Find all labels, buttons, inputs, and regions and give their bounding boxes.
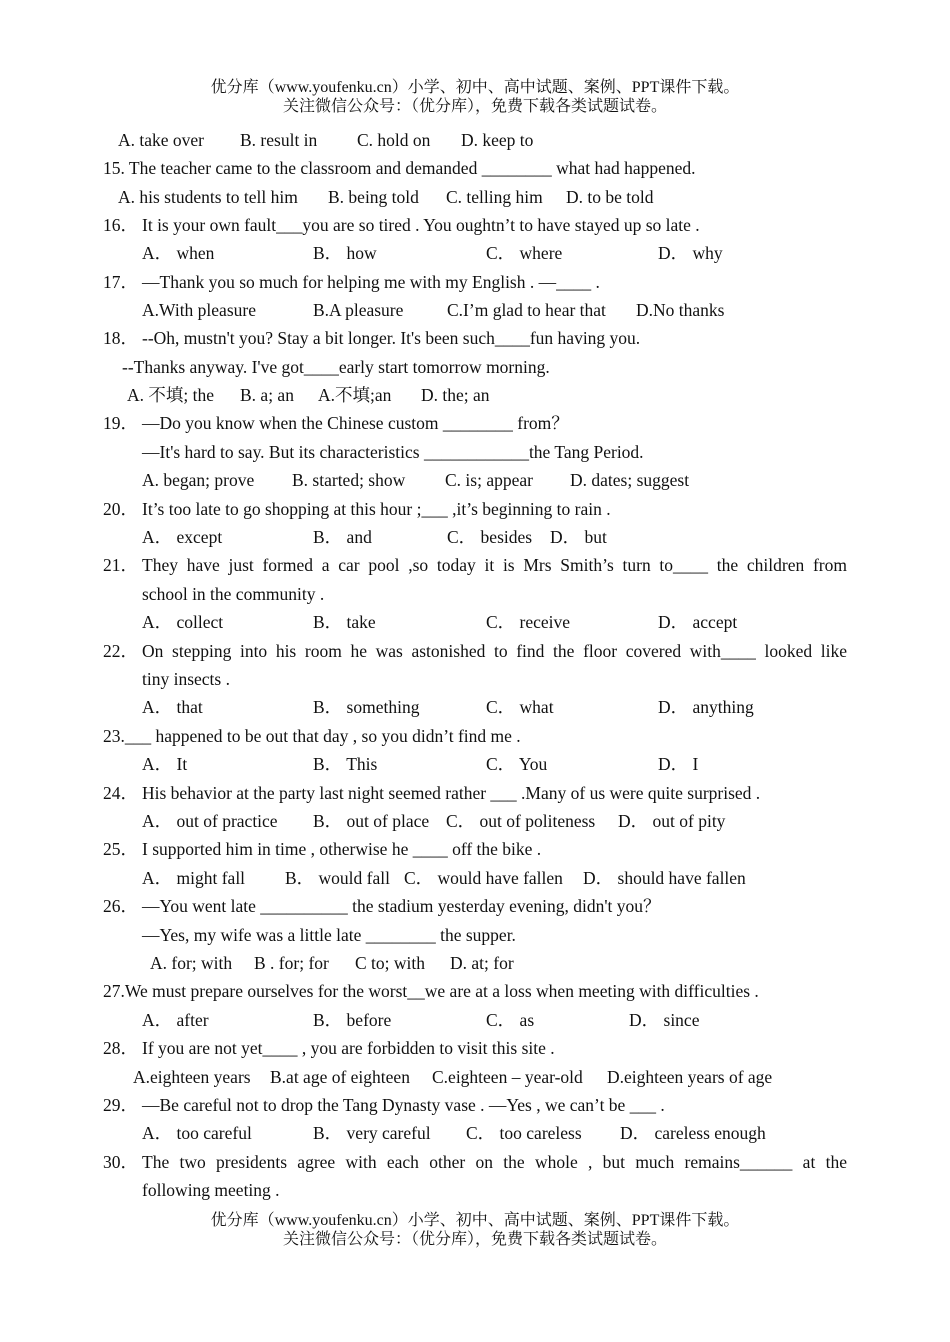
- q26-number: 26．: [103, 896, 138, 916]
- q14-option-a: A. take over: [118, 130, 205, 150]
- q26-stem-reply: —Yes, my wife was a little late ________ the supper.: [142, 925, 516, 945]
- q25-option-a: A． might fall: [142, 868, 246, 888]
- q26-option-b: B . for; for: [254, 953, 329, 973]
- q30-number: 30．: [103, 1152, 138, 1172]
- q14-option-b: B. result in: [240, 130, 318, 150]
- q20-option-c: C． besides: [447, 527, 533, 547]
- q25-option-d: D． should have fallen: [583, 868, 746, 888]
- q28-option-b: B.at age of eighteen: [270, 1067, 410, 1087]
- q17-option-a: A.With pleasure: [142, 300, 256, 320]
- q24-option-c: C． out of politeness: [446, 811, 596, 831]
- q19-number: 19．: [103, 413, 138, 433]
- q19-option-a: A. began; prove: [142, 470, 255, 490]
- q20-option-b: B． and: [313, 527, 372, 547]
- q24-stem: His behavior at the party last night seemed rather ___ .Many of us were quite surprised .: [142, 783, 761, 803]
- q28-option-a: A.eighteen years: [133, 1067, 251, 1087]
- q25-option-c: C． would have fallen: [404, 868, 563, 888]
- footer-line-2: 关注微信公众号：（优分库），免费下载各类试题试卷。: [282, 1231, 667, 1248]
- q22-stem-cont: tiny insects .: [142, 669, 230, 689]
- q16-option-b: B． how: [313, 243, 377, 263]
- q27-option-b: B． before: [313, 1010, 392, 1030]
- q17-option-c: C.I’m glad to hear that: [447, 300, 606, 320]
- q21-stem: They have just formed a car pool ,so today it is Mrs Smith’s turn to____ the children from: [142, 555, 847, 575]
- q26-stem: —You went late __________ the stadium yesterday evening, didn't you？: [142, 896, 661, 916]
- q22-option-a: A． that: [142, 697, 203, 717]
- q19-option-c: C. is; appear: [445, 470, 533, 490]
- q23-option-b: B． This: [313, 754, 378, 774]
- q22-number: 22．: [103, 641, 138, 661]
- q23-option-a: A． It: [142, 754, 188, 774]
- q29-number: 29．: [103, 1095, 138, 1115]
- q21-option-a: A． collect: [142, 612, 224, 632]
- q20-number: 20．: [103, 499, 138, 519]
- q25-option-b: B． would fall: [285, 868, 390, 888]
- q30-stem-cont: following meeting .: [142, 1180, 280, 1200]
- q18-option-a: A. 不填; the: [127, 385, 215, 405]
- q14-option-c: C. hold on: [357, 130, 431, 150]
- q20-stem: It’s too late to go shopping at this hour ;___ ,it’s beginning to rain .: [142, 499, 611, 519]
- q26-option-c: C to; with: [355, 953, 426, 973]
- page-header: [0, 78, 950, 116]
- q16-option-d: D． why: [658, 243, 723, 263]
- q23-option-c: C． You: [486, 754, 548, 774]
- q21-stem-cont: school in the community .: [142, 584, 325, 604]
- q16-number: 16．: [103, 215, 138, 235]
- q17-number: 17．: [103, 272, 138, 292]
- q19-stem-reply: —It's hard to say. But its characteristics ____________the Tang Period.: [142, 442, 644, 462]
- q28-stem: If you are not yet____ , you are forbidden to visit this site .: [142, 1038, 555, 1058]
- q21-option-b: B． take: [313, 612, 376, 632]
- q25-number: 25．: [103, 839, 138, 859]
- q16-option-a: A． when: [142, 243, 215, 263]
- page-footer: [0, 1211, 950, 1249]
- q30-stem: The two presidents agree with each other on the whole , but much remains______ at the: [142, 1152, 847, 1172]
- q22-option-d: D． anything: [658, 697, 754, 717]
- q16-option-c: C． where: [486, 243, 563, 263]
- q15-option-d: D. to be told: [566, 187, 654, 207]
- q27-option-c: C． as: [486, 1010, 535, 1030]
- q21-number: 21．: [103, 555, 138, 575]
- q21-option-c: C． receive: [486, 612, 571, 632]
- q24-number: 24．: [103, 783, 138, 803]
- q18-option-d: D. the; an: [421, 385, 490, 405]
- q24-option-a: A． out of practice: [142, 811, 278, 831]
- q17-option-d: D.No thanks: [636, 300, 725, 320]
- q15-stem: 15. The teacher came to the classroom and demanded ________ what had happened.: [103, 158, 696, 178]
- q29-option-a: A． too careful: [142, 1123, 252, 1143]
- q29-option-b: B． very careful: [313, 1123, 431, 1143]
- q15-option-c: C. telling him: [446, 187, 543, 207]
- q22-option-c: C． what: [486, 697, 554, 717]
- q17-option-b: B.A pleasure: [313, 300, 404, 320]
- q28-option-d: D.eighteen years of age: [607, 1067, 773, 1087]
- q27-stem: 27.We must prepare ourselves for the worst__we are at a loss when meeting with difficulties .: [103, 981, 759, 1001]
- q21-option-d: D． accept: [658, 612, 738, 632]
- q28-option-c: C.eighteen – year-old: [432, 1067, 583, 1087]
- q23-stem: 23.___ happened to be out that day , so you didn’t find me .: [103, 726, 521, 746]
- q25-stem: I supported him in time , otherwise he ____ off the bike .: [142, 839, 542, 859]
- q18-number: 18．: [103, 328, 138, 348]
- q22-stem: On stepping into his room he was astonished to find the floor covered with____ looked like: [142, 641, 847, 661]
- q20-option-a: A． except: [142, 527, 223, 547]
- q20-option-d: D． but: [550, 527, 607, 547]
- q18-option-b: B. a; an: [240, 385, 294, 405]
- q29-stem: —Be careful not to drop the Tang Dynasty vase . —Yes , we can’t be ___ .: [142, 1095, 665, 1115]
- header-line-1: 优分库（www.youfenku.cn）小学、初中、高中试题、案例、PPT课件下载。: [210, 79, 740, 96]
- q22-option-b: B． something: [313, 697, 420, 717]
- q24-option-d: D． out of pity: [618, 811, 726, 831]
- q19-option-b: B. started; show: [292, 470, 406, 490]
- q18-stem-reply: --Thanks anyway. I've got____early start tomorrow morning.: [122, 357, 550, 377]
- q29-option-c: C． too careless: [466, 1123, 582, 1143]
- q15-option-b: B. being told: [328, 187, 419, 207]
- q18-option-c: A.不填;an: [318, 385, 392, 405]
- q19-stem: —Do you know when the Chinese custom ________ from？: [142, 413, 569, 433]
- header-line-2: 关注微信公众号：（优分库），免费下载各类试题试卷。: [282, 98, 667, 115]
- q27-option-d: D． since: [629, 1010, 700, 1030]
- q17-stem: —Thank you so much for helping me with my English . —____ .: [142, 272, 600, 292]
- q26-option-d: D. at; for: [450, 953, 514, 973]
- q27-option-a: A． after: [142, 1010, 209, 1030]
- q24-option-b: B． out of place: [313, 811, 430, 831]
- q15-option-a: A. his students to tell him: [118, 187, 298, 207]
- q18-stem: --Oh, mustn't you? Stay a bit longer. It's been such____fun having you.: [142, 328, 641, 348]
- q29-option-d: D． careless enough: [620, 1123, 766, 1143]
- q23-option-d: D． I: [658, 754, 699, 774]
- footer-line-1: 优分库（www.youfenku.cn）小学、初中、高中试题、案例、PPT课件下载。: [210, 1212, 740, 1229]
- q28-number: 28．: [103, 1038, 138, 1058]
- q26-option-a: A. for; with: [150, 953, 233, 973]
- q19-option-d: D. dates; suggest: [570, 470, 690, 490]
- q16-stem: It is your own fault___you are so tired . You oughtn’t to have stayed up so late .: [142, 215, 700, 235]
- q14-option-d: D. keep to: [461, 130, 534, 150]
